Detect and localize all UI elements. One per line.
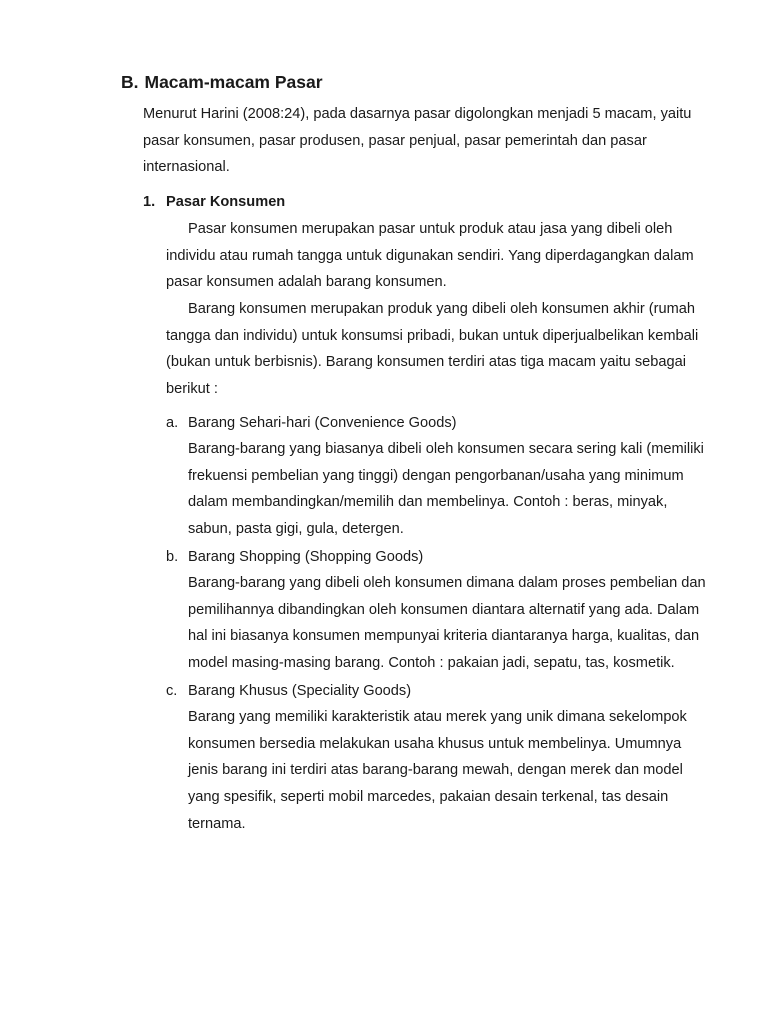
list-item-body [188, 570, 706, 677]
paragraph-line: individu atau rumah tangga untuk digunakan sendiri. Yang diperdagangkan dalam [166, 247, 694, 264]
list-item-line: jenis barang ini terdiri atas barang-barang mewah, dengan merek dan model [188, 762, 683, 779]
list-item-letter: b. [166, 549, 179, 565]
list-item-line: Barang-barang yang dibeli oleh konsumen dimana dalam proses pembelian dan [188, 575, 706, 591]
intro-paragraph [143, 101, 691, 181]
paragraph-line: Barang konsumen merupakan produk yang dibeli oleh konsumen akhir (rumah [188, 301, 696, 318]
list-item-line: Barang yang memiliki karakteristik atau merek yang unik dimana sekelompok [188, 709, 687, 725]
paragraph-line: Pasar konsumen merupakan pasar untuk produk atau jasa yang dibeli oleh [188, 221, 673, 237]
list-item-line: ternama. [188, 815, 246, 832]
intro-line: pasar konsumen, pasar produsen, pasar penjual, pasar pemerintah dan pasar [143, 132, 647, 149]
list-item-letter: a. [166, 415, 179, 431]
paragraph-line: (bukan untuk berbisnis). Barang konsumen terdiri atas tiga macam yaitu sebagai [166, 354, 686, 371]
list-item-body [188, 704, 687, 837]
list-item-line: yang spesifik, seperti mobil marcedes, pakaian desain terkenal, tas desain [188, 789, 669, 806]
subsection-heading [143, 192, 285, 212]
list-item-line: dalam membandingkan/memilih dan membelinya. Contoh : beras, minyak, [188, 494, 668, 511]
subsection-title: Pasar Konsumen [166, 194, 286, 210]
intro-line: internasional. [143, 159, 230, 176]
list-item-heading [166, 547, 423, 567]
list-item-line: sabun, pasta gigi, gula, detergen. [188, 521, 404, 538]
list-item-heading [166, 681, 411, 701]
list-item-line: hal ini biasanya konsumen mempunyai kriteria diantaranya harga, kualitas, dan [188, 628, 700, 645]
list-item-letter: c. [166, 683, 178, 699]
paragraph-line: tangga dan individu) untuk konsumsi pribadi, bukan untuk diperjualbelikan kembali [166, 327, 699, 344]
list-item-title: Barang Shopping (Shopping Goods) [188, 549, 424, 565]
section-title: Macam-macam Pasar [144, 72, 323, 92]
intro-line: Menurut Harini (2008:24), pada dasarnya pasar digolongkan menjadi 5 macam, yaitu [143, 106, 692, 122]
list-item-line: model masing-masing barang. Contoh : pakaian jadi, sepatu, tas, kosmetik. [188, 655, 675, 672]
list-item-body [188, 436, 704, 543]
list-item-title: Barang Khusus (Speciality Goods) [188, 683, 412, 699]
list-item-line: konsumen bersedia melakukan usaha khusus untuk membelinya. Umumnya [188, 735, 682, 752]
list-item-heading [166, 413, 457, 433]
paragraph-line: pasar konsumen adalah barang konsumen. [166, 274, 447, 291]
section-marker: B. [121, 72, 139, 92]
list-item-line: Barang-barang yang biasanya dibeli oleh konsumen secara sering kali (memiliki [188, 441, 704, 457]
subsection-number: 1. [143, 194, 156, 210]
paragraph-line: berikut : [166, 381, 218, 398]
list-item-line: frekuensi pembelian yang tinggi) dengan pengorbanan/usaha yang minimum [188, 467, 684, 484]
list-item-line: pemilihannya dibandingkan oleh konsumen diantara alternatif yang ada. Dalam [188, 601, 700, 618]
subsection-paragraph-1 [166, 216, 698, 403]
list-item-title: Barang Sehari-hari (Convenience Goods) [188, 415, 457, 431]
section-heading [121, 72, 323, 93]
